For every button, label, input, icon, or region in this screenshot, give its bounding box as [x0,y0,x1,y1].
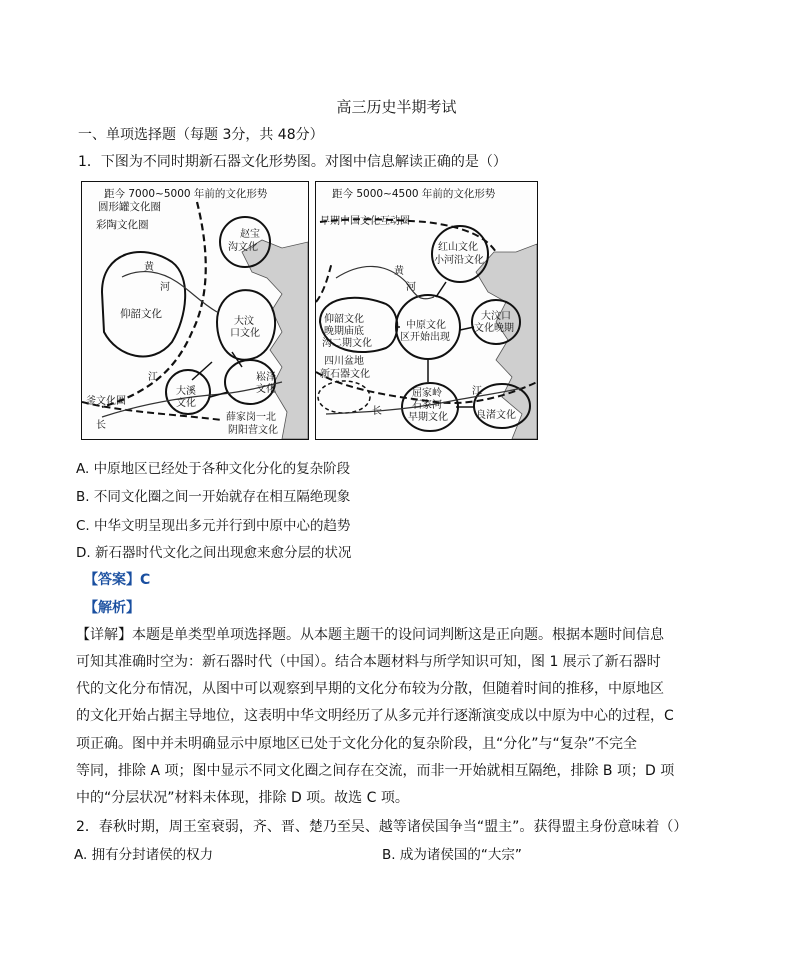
q1-option-c: C. 中华文明呈现出多元并行到中原中心的趋势 [76,518,351,534]
map-right-label: 新石器文化 [320,369,370,380]
map-right-label: 红山文化 [438,242,478,253]
map-right-label: 良渚文化 [476,410,516,421]
question-1-stem: 1．下图为不同时期新石器文化形势图。对图中信息解读正确的是（） [78,154,507,170]
map-left-label: 崧泽 [256,372,276,383]
map-right-label: 早期中国文化互动圈 [320,216,410,227]
map-left-label: 彩陶文化圈 [96,219,149,231]
map-left-label: 江 [148,372,158,383]
q2-option-b: B. 成为诸侯国的“大宗” [382,847,522,863]
map-left-label: 赵宝 [240,229,260,240]
map-left-label: 沟文化 [228,242,258,253]
explanation-line: 中的“分层状况”材料未体现，排除 D 项。故选 C 项。 [76,790,409,806]
map-5000-4500 [315,181,538,440]
map-right-label: 屈家岭 [412,388,442,399]
map-right-label: 晚期庙底 [324,326,364,337]
map-left-label: 仰韶文化 [120,308,162,320]
map-right-label: 小河沿文化 [434,255,484,266]
q1-option-b: B. 不同文化圈之间一开始就存在相互隔绝现象 [76,489,351,505]
map-left-label: 长 [96,420,106,431]
map-right-label: 长 [372,406,382,417]
explanation-line: 的文化开始占据主导地位，这表明中华文明经历了从多元并行逐渐演变成以中原为中心的过程，C [76,708,674,724]
map-right-label: 中原文化 [406,320,446,331]
q1-answer: 【答案】C [84,572,151,588]
map-right-label: 黄 [394,266,404,277]
map-left-label: 文化 [176,398,196,409]
map-right-label: 河 [406,282,416,293]
q2-option-a: A. 拥有分封诸侯的权力 [74,847,214,863]
map-left-label: 圆形罐文化圈 [98,201,161,213]
map-right-label: 四川盆地 [324,356,364,367]
map-right-label: 文化晚期 [474,323,514,334]
question-2-stem: 2．春秋时期，周王室衰弱，齐、晋、楚乃至吴、越等诸侯国争当“盟主”。获得盟主身份意味着（） [76,819,688,835]
map-7000-5000 [81,181,309,440]
explanation-line: 代的文化分布情况，从图中可以观察到早期的文化分布较为分散，但随着时间的推移，中原地区 [76,681,664,697]
map-right-label: 江 [472,386,482,397]
q1-analysis-label: 【解析】 [84,600,140,616]
map-left-label: 大汶 [234,316,254,327]
map-right-label: 仰韶文化 [324,314,364,325]
map-left-label: 文化 [256,384,276,395]
map-left-title: 距今 7000~5000 年前的文化形势 [104,188,268,200]
map-left-label: 口文化 [230,328,260,339]
explanation-line: 可知其准确时空为：新石器时代（中国）。结合本题材料与所学知识可知，图 1 展示了新石器时 [76,654,661,670]
map-left-label: 薛家岗一北 [226,412,276,423]
map-left-label: 黄 [144,262,154,273]
map-right-label: 区开始出现 [400,332,450,343]
map-right-label: 沟二期文化 [322,338,372,349]
explanation-line: 【详解】本题是单类型单项选择题。从本题主题干的设问词判断这是正向题。根据本题时间信息 [76,627,664,643]
map-right-label: 早期文化 [408,412,448,423]
map-left-label: 阴阳营文化 [228,425,278,436]
map-right-label: 石家河 [412,400,442,411]
explanation-line: 等同，排除 A 项；图中显示不同文化圈之间存在交流，而非一开始就相互隔绝，排除 B 项；D 项 [76,763,675,779]
map-left-label: 河 [160,282,170,293]
q1-option-a: A. 中原地区已经处于各种文化分化的复杂阶段 [76,461,351,477]
map-left-label: 釜文化圈 [86,396,126,407]
map-left-label: 大溪 [176,386,196,397]
page-title: 高三历史半期考试 [336,98,457,116]
map-right-label: 大汶口 [481,311,511,322]
section-heading: 一、单项选择题（每题 3分，共 48分） [78,127,324,143]
explanation-line: 项正确。图中并未明确显示中原地区已处于文化分化的复杂阶段，且“分化”与“复杂”不完全 [76,736,638,752]
map-right-title: 距今 5000~4500 年前的文化形势 [332,188,496,200]
q1-option-d: D. 新石器时代文化之间出现愈来愈分层的状况 [76,545,352,561]
